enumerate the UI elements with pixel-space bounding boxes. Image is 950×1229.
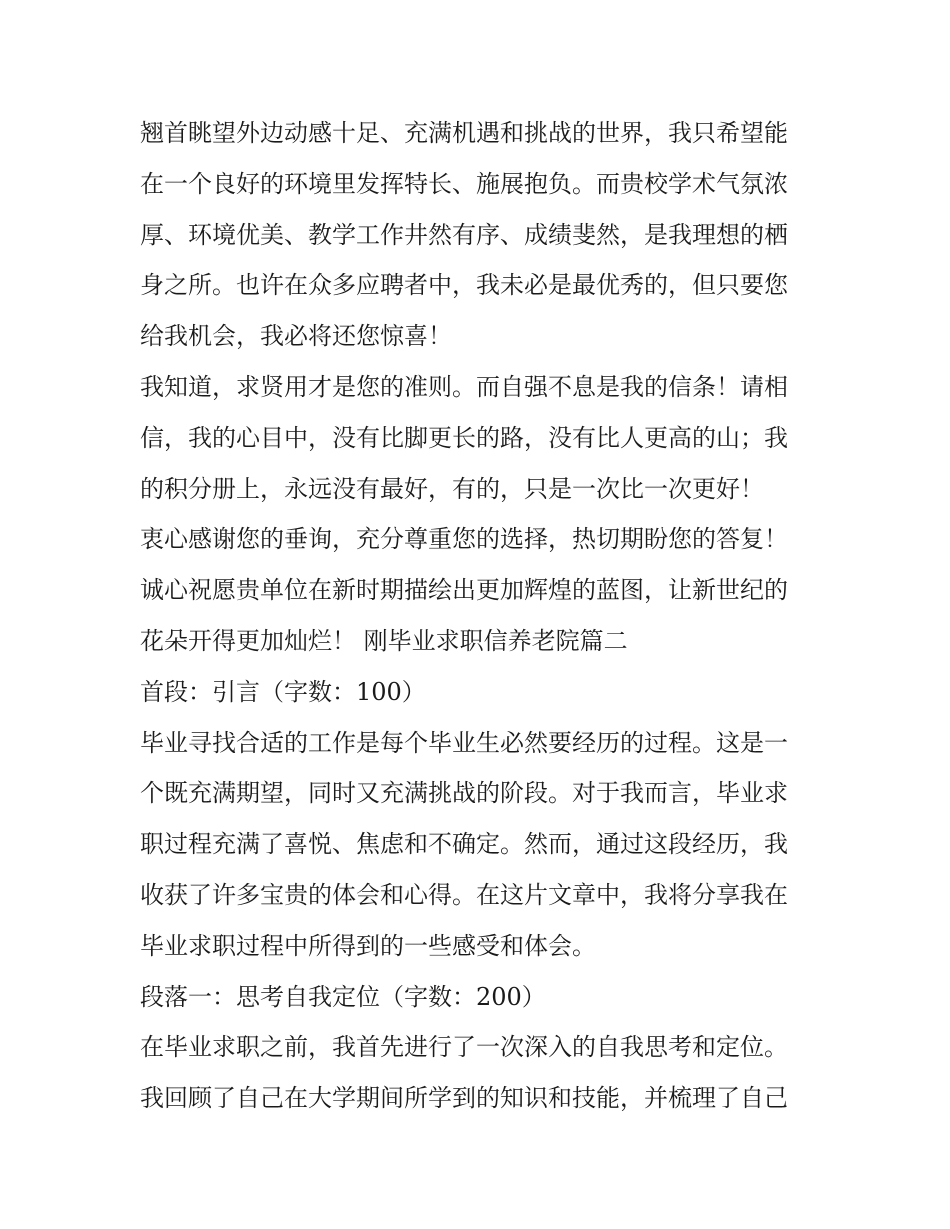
text-line: 个既充满期望，同时又充满挑战的阶段。对于我而言，毕业求 [140,779,788,808]
text-line: 毕业求职过程中所得到的一些感受和体会。 [140,931,596,960]
text-line: 信，我的心目中，没有比脚更长的路，没有比人更高的山；我 [140,423,788,452]
text-line: 毕业寻找合适的工作是每个毕业生必然要经历的过程。这是一 [140,728,788,757]
text-line: 翘首眺望外边动感十足、充满机遇和挑战的世界，我只希望能 [140,119,788,147]
text-line: 在一个良好的环境里发挥特长、施展抱负。而贵校学术气氛浓 [140,169,788,198]
text-line: 的积分册上，永远没有最好，有的，只是一次比一次更好！ [140,474,764,503]
text-line: 衷心感谢您的垂询，充分尊重您的选择，热切期盼您的答复！ [140,525,788,554]
text-line: 在毕业求职之前，我首先进行了一次深入的自我思考和定位。 [140,1033,788,1062]
text-line: 职过程充满了喜悦、焦虑和不确定。然而，通过这段经历，我 [140,830,788,859]
text-line: 收获了许多宝贵的体会和心得。在这片文章中，我将分享我在 [140,880,788,909]
text-line: 身之所。也许在众多应聘者中，我未必是最优秀的，但只要您 [140,271,788,300]
text-line: 我知道，求贤用才是您的准则。而自强不息是我的信条！请相 [140,372,788,401]
text-line: 我回顾了自己在大学期间所学到的知识和技能，并梳理了自己 [140,1084,788,1113]
text-line: 花朵开得更加灿烂！ 刚毕业求职信养老院篇二 [140,626,628,655]
document-body [140,108,820,1124]
section-heading: 首段：引言（字数：100） [140,677,426,706]
text-line: 给我机会，我必将还您惊喜！ [140,322,452,351]
section-heading: 段落一：思考自我定位（字数：200） [140,982,546,1011]
text-line: 厚、环境优美、教学工作井然有序、成绩斐然，是我理想的栖 [140,220,788,249]
text-line: 诚心祝愿贵单位在新时期描绘出更加辉煌的蓝图，让新世纪的 [140,576,788,605]
